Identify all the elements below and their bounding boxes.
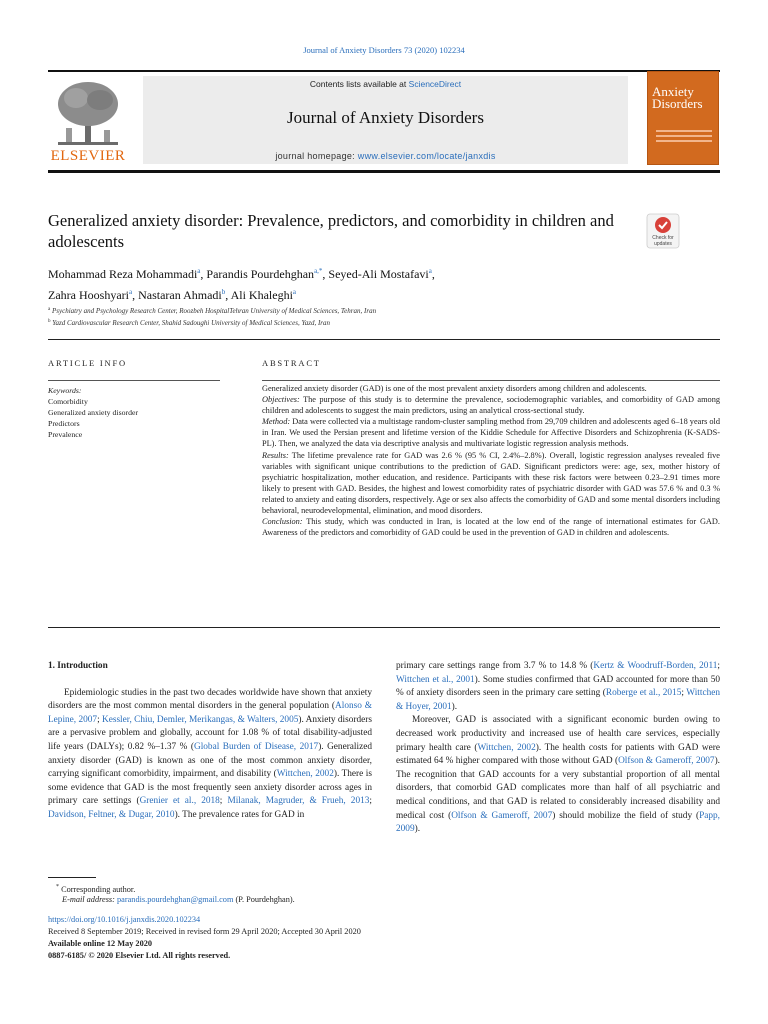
doi-link[interactable] xyxy=(48,914,200,925)
journal-title: Journal of Anxiety Disorders xyxy=(287,108,484,127)
abstract-results xyxy=(262,450,720,517)
keyword-item: Comorbidity xyxy=(48,397,88,406)
reference-link[interactable]: Kertz & Woodruff-Borden, 2011 xyxy=(593,661,718,671)
cover-title xyxy=(652,86,718,110)
affiliation-a xyxy=(48,305,688,316)
author-name[interactable]: Parandis Pourdehghan xyxy=(206,267,315,281)
copyright: 0887-6185/ © 2020 Elsevier Ltd. All rights reserved. xyxy=(48,951,231,960)
author-affiliation-mark[interactable]: b xyxy=(221,288,226,296)
affiliation-text: Psychiatry and Psychology Research Center, Roozbeh HospitalTehran University of Medical Sciences, Tehran, Iran xyxy=(51,307,377,315)
reference-link[interactable]: Global Burden of Disease, 2017 xyxy=(193,741,319,752)
author-list: Mohammad Reza Mohammadi$^a$, Parandis Pourdehghan$^{a,*}$, Seyed-Ali Mostafavi$^a$, Zahra Hooshyari$^a$, Nastaran Ahmadi$^b$, Ali Khaleghi$^a$ xyxy=(48,267,435,302)
body-left-column xyxy=(48,660,372,823)
article-info-rule xyxy=(48,380,220,381)
abstract-conclusion xyxy=(262,516,720,538)
author-affiliation-mark[interactable]: a xyxy=(128,288,133,296)
corresponding-note: * Corresponding author. xyxy=(56,884,136,894)
author-affiliation-mark[interactable]: a xyxy=(428,267,432,275)
abstract-objectives xyxy=(262,394,720,416)
homepage-link[interactable]: www.elsevier.com/locate/janxdis xyxy=(357,151,496,161)
abstract-method xyxy=(262,416,720,449)
footnote-rule xyxy=(48,877,96,878)
keywords-label: Keywords: xyxy=(48,386,82,395)
abstract-intro: Generalized anxiety disorder (GAD) is one of the most prevalent anxiety disorders among children and adolescents. xyxy=(262,384,647,393)
masthead-bottom-rule xyxy=(48,170,720,173)
author-affiliation-mark[interactable]: a xyxy=(292,288,297,296)
section-rule xyxy=(48,339,720,340)
cover-title-line1: Anxiety xyxy=(652,84,694,99)
abstract-heading: ABSTRACT xyxy=(262,358,321,368)
journal-cover-image[interactable] xyxy=(647,71,719,165)
abstract-end-rule xyxy=(48,627,720,628)
journal-citation[interactable]: Journal of Anxiety Disorders 73 (2020) 102234 xyxy=(303,45,465,55)
reference-link[interactable]: Papp, 2009 xyxy=(396,810,720,835)
sciencedirect-link[interactable]: ScienceDirect xyxy=(408,79,462,89)
reference-link[interactable]: Kessler, Chiu, Demler, Merikangas, & Walters, 2005 xyxy=(101,714,299,725)
intro-paragraph-2: Moreover, GAD is associated with a significant economic burden owing to decreased work productivity and increased use of health care services, especially primary health care (Wittchen, 2002). The health costs for patients with GAD were estimated 64 % higher compared with those without GAD (Olfson & Gameroff, 2007). The recognition that GAD accounts for a very substantial proportion of all mental disorders, that comorbid GAD complicates more than half of all psychiatric and medical conditions, and that GAD is related to considerably increased disability and medical cost (Olfson & Gameroff, 2007) should mobilize the field of study (Papp, 2009). xyxy=(396,715,720,835)
email-link[interactable]: parandis.pourdehghan@gmail.com xyxy=(117,895,234,904)
conclusion-text: This study, which was conducted in Iran, is located at the low end of the range of international estimates for GAD. Awareness of the predictors and comorbidity of GAD could be used in the prevention of GAD in children and adolescents. xyxy=(262,517,720,538)
email-label: E-mail address: xyxy=(62,895,115,904)
method-text: Data were collected via a multistage random-cluster sampling method from 29,709 children and adolescents aged 6–18 years old in Iran. We used the Persian present and lifetime version of the Kiddie Schedule for Affective Disorders and Schizophrenia (K-SADS-PL). Then, we analyzed the data via descriptive analysis and multivariate logistic regression analysis methods. xyxy=(262,417,720,449)
author-affiliation-mark[interactable]: a xyxy=(197,267,201,275)
reference-link[interactable]: Grenier et al., 2018 xyxy=(139,796,220,807)
author-affiliation-mark[interactable]: a,* xyxy=(314,267,323,275)
intro-paragraph-1: Epidemiologic studies in the past two decades worldwide have shown that anxiety disorders are the most common mental disorders in the general population (Alonso & Lepine, 2007; Kessler, Chiu, Demler, Merikangas, & Walters, 2005). Anxiety disorders are a pervasive problem and globally, account for 1.08 % of total disability-adjusted life years (DALYs); 0.82 %–1.37 % (Global Burden of Disease, 2017). Generalized anxiety disorder (GAD) is known as one of the most common anxiety disorder, carrying significant comorbidity, impairment, and disability (Wittchen, 2002). There is some evidence that GAD is the most frequently seen anxiety disorder across ages in primary care settings (Grenier et al., 2018; Milanak, Magruder, & Frueh, 2013; Davidson, Feltner, & Dugar, 2010). The prevalence rates for GAD in xyxy=(48,687,372,820)
affiliation-text: Yazd Cardiovascular Research Center, Shahid Sadoughi University of Medical Sciences, Yazd, Iran xyxy=(52,319,331,327)
affiliation-key: a xyxy=(48,307,51,312)
contents-prefix: Contents lists available at xyxy=(309,79,407,89)
received-dates: Received 8 September 2019; Received in revised form 29 April 2020; Accepted 30 April 2020 xyxy=(48,927,361,936)
results-label: Results: xyxy=(262,450,289,460)
check-for-updates-label: Check for updates xyxy=(652,235,674,247)
doi-url[interactable]: https://doi.org/10.1016/j.janxdis.2020.102234 xyxy=(48,915,201,924)
body-right-column xyxy=(396,660,720,837)
article-title: Generalized anxiety disorder: Prevalence, predictors, and comorbidity in children and adolescents xyxy=(48,211,614,251)
reference-link[interactable]: Roberge et al., 2015 xyxy=(605,688,682,699)
masthead-top-rule xyxy=(48,70,720,72)
intro-paragraph-1-cont: primary care settings range from 3.7 % to 14.8 % (Kertz & Woodruff-Borden, 2011; Wittchen et al., 2001). Some studies confirmed that GAD accounted for more than 50 % of anxiety disorders seen in the primary care setting (Roberge et al., 2015; Wittchen & Hoyer, 2001). xyxy=(396,661,720,712)
reference-link[interactable]: Olfson & Gameroff, 2007 xyxy=(618,756,715,767)
reference-link[interactable]: Wittchen, 2002 xyxy=(276,769,334,780)
article-info-heading: ARTICLE INFO xyxy=(48,358,127,368)
objectives-text: The purpose of this study is to determine the prevalence, sociodemographic variables, and comorbidity of GAD among children and adolescents to suggest the main predictors, using an analytical cross-sectional study. xyxy=(262,395,720,416)
method-label: Method: xyxy=(262,417,291,427)
corresponding-text: Corresponding author. xyxy=(61,884,136,894)
affiliation-b xyxy=(48,317,688,328)
objectives-label: Objectives: xyxy=(262,395,300,405)
section-heading-introduction: 1. Introduction xyxy=(48,661,108,671)
reference-link[interactable]: Milanak, Magruder, & Frueh, 2013 xyxy=(227,796,370,807)
author-name[interactable]: Nastaran Ahmadi xyxy=(138,288,222,302)
results-text: The lifetime prevalence rate for GAD was 2.6 % (95 % CI, 2.4%–2.8%). Overall, logistic regression analyses revealed five variables with significant unique contributions to the prediction of GAD. Significant predictors were: age, sex, mother history of psychiatric hospitalization, mother education, and residence. Participants with these risk factors were between 0.23–2.91 times more likely to present with GAD. Besides, the highest and lowest comorbidity rates of psychiatric disorder with GAD was 57.6 % and 0.3 % related to anxiety and eating disorders, respectively. Age or sex also affects the comorbidity of GAD and some mental disorders including behavioral, neurodevelopmental, elimination, and mood disorders. xyxy=(262,450,720,516)
abstract-rule xyxy=(262,380,720,381)
author-name[interactable]: Mohammad Reza Mohammadi xyxy=(48,267,198,281)
affiliation-key: b xyxy=(48,319,51,324)
elsevier-wordmark: ELSEVIER xyxy=(50,148,126,164)
email-note xyxy=(62,894,295,905)
contents-available xyxy=(143,79,628,89)
journal-homepage xyxy=(143,151,628,161)
cover-title-line2: Disorders xyxy=(652,96,703,111)
homepage-prefix: journal homepage: xyxy=(275,151,355,161)
keywords-block xyxy=(48,385,228,440)
cover-decoration xyxy=(656,130,712,144)
author-name[interactable]: Zahra Hooshyari xyxy=(48,288,129,302)
email-suffix: (P. Pourdehghan). xyxy=(235,895,295,904)
conclusion-label: Conclusion: xyxy=(262,517,303,527)
author-name[interactable]: Seyed-Ali Mostafavi xyxy=(328,267,429,281)
reference-link[interactable]: Olfson & Gameroff, 2007 xyxy=(451,810,553,821)
reference-link[interactable]: Davidson, Feltner, & Dugar, 2010 xyxy=(48,809,175,820)
reference-link[interactable]: Wittchen, 2002 xyxy=(477,742,536,753)
reference-link[interactable]: Alonso & Lepine, 2007 xyxy=(48,701,372,725)
keyword-item: Prevalence xyxy=(48,430,83,439)
keyword-item: Predictors xyxy=(48,419,80,428)
keyword-item: Generalized anxiety disorder xyxy=(48,408,139,417)
author-name[interactable]: Ali Khaleghi xyxy=(230,288,293,302)
reference-link[interactable]: Wittchen et al., 2001 xyxy=(396,674,475,685)
reference-link[interactable]: Wittchen & Hoyer, 2001 xyxy=(396,688,720,712)
abstract-body xyxy=(262,383,720,538)
available-online: Available online 12 May 2020 xyxy=(48,939,153,948)
